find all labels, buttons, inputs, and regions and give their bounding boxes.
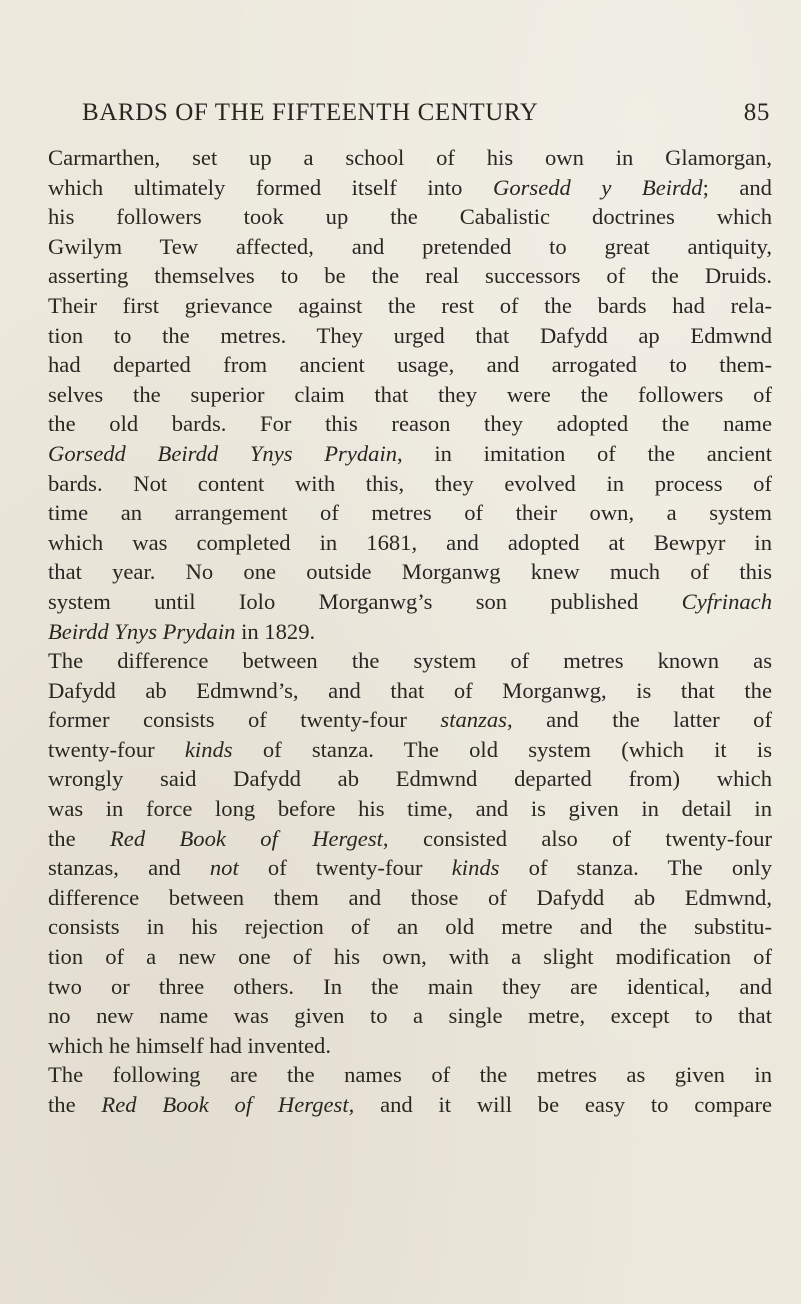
text-span: of twenty-four	[238, 855, 452, 881]
text-span: Gwilym Tew affected, and pretended to great antiquity,	[48, 233, 772, 259]
text-line	[48, 853, 772, 883]
italic-title-span: Cyfrinach	[681, 588, 772, 614]
text-span: consists in his rejection of an old metre and the substitu-	[48, 914, 772, 940]
text-span: system until Iolo Morganwg’s son published	[48, 588, 682, 614]
text-span: of stanza. The only	[499, 855, 772, 881]
text-line	[48, 321, 772, 351]
text-span: , and it will be easy to compare	[348, 1092, 772, 1117]
text-line	[48, 646, 772, 676]
text-span: The following are the names of the metres as given in	[48, 1062, 772, 1088]
text-span: , consisted also of twenty-four	[382, 825, 773, 851]
text-line	[48, 1031, 772, 1061]
text-line	[48, 587, 772, 617]
italic-title-span: not	[209, 855, 239, 881]
text-line	[48, 380, 772, 410]
italic-title-span: kinds	[184, 736, 233, 762]
text-line	[48, 439, 772, 469]
italic-title-span: Red Book of Hergest	[109, 825, 383, 851]
text-span: time an arrangement of metres of their own, a system	[48, 500, 772, 526]
text-line	[48, 912, 772, 942]
text-span: tion to the metres. They urged that Dafydd ap Edmwnd	[48, 322, 772, 348]
text-line	[48, 261, 772, 291]
text-span: the old bards. For this reason they adopted the name	[48, 411, 772, 437]
text-span: the	[48, 825, 110, 851]
text-line	[48, 498, 772, 528]
text-span: his followers took up the Cabalistic doctrines which	[48, 204, 772, 230]
page-number: 85	[743, 99, 770, 126]
italic-title-span: Gorsedd Beirdd Ynys Prydain	[48, 440, 398, 466]
text-span: Carmarthen, set up a school of his own in Glamorgan,	[48, 145, 772, 170]
text-line	[48, 409, 772, 439]
text-span: bards. Not content with this, they evolved in process of	[48, 470, 772, 496]
text-span: had departed from ancient usage, and arrogated to them-	[48, 352, 772, 378]
italic-title-span: kinds	[451, 855, 500, 881]
text-line	[48, 557, 772, 587]
text-span: which ultimately formed itself into	[48, 174, 494, 200]
text-span: The difference between the system of metres known as	[48, 648, 772, 674]
text-line	[48, 676, 772, 706]
text-span: in 1829.	[235, 618, 316, 644]
text-span: of stanza. The old system (which it is	[232, 736, 772, 762]
text-span: former consists of twenty-four	[48, 707, 441, 733]
text-line	[48, 350, 772, 380]
text-line	[48, 528, 772, 558]
text-line	[48, 735, 772, 765]
text-line	[48, 824, 772, 854]
running-title: BARDS OF THE FIFTEENTH CENTURY	[82, 99, 539, 126]
text-line	[48, 972, 772, 1002]
text-line	[48, 764, 772, 794]
text-span: stanzas, and	[48, 855, 210, 881]
text-span: no new name was given to a single metre, except to that	[48, 1003, 772, 1029]
running-head	[82, 93, 770, 133]
body-text	[48, 143, 772, 1120]
text-line	[48, 705, 772, 735]
text-line	[48, 232, 772, 262]
text-line	[48, 173, 772, 203]
text-span: Their first grievance against the rest of the bards had rela-	[48, 292, 772, 318]
text-line	[48, 883, 772, 913]
text-line	[48, 469, 772, 499]
text-span: ; and	[702, 174, 772, 200]
text-span: selves the superior claim that they were the followers of	[48, 381, 772, 407]
italic-title-span: Red Book of Hergest	[101, 1092, 349, 1117]
text-line	[48, 143, 772, 173]
text-span: was in force long before his time, and is given in detail in	[48, 796, 772, 822]
text-line	[48, 1001, 772, 1031]
text-line	[48, 1090, 772, 1120]
text-span: which was completed in 1681, and adopted at Bewpyr in	[48, 529, 772, 555]
text-span: , and the latter of	[506, 707, 772, 733]
text-span: that year. No one outside Morganwg knew much of this	[48, 559, 772, 585]
text-span: asserting themselves to be the real successors of the Druids.	[48, 263, 772, 289]
text-span: which he himself had invented.	[48, 1032, 331, 1058]
italic-title-span: Gorsedd y Beirdd	[493, 174, 703, 200]
text-span: the	[48, 1092, 102, 1117]
text-span: two or three others. In the main they are identical, and	[48, 973, 772, 999]
text-span: , in imitation of the ancient	[397, 440, 772, 466]
text-line	[48, 794, 772, 824]
text-line	[48, 291, 772, 321]
text-span: wrongly said Dafydd ab Edmwnd departed from) which	[48, 766, 772, 792]
text-line	[48, 202, 772, 232]
text-line	[48, 617, 772, 647]
text-line	[48, 942, 772, 972]
text-span: tion of a new one of his own, with a slight modification of	[48, 944, 772, 970]
text-span: twenty-four	[48, 736, 185, 762]
italic-title-span: stanzas	[440, 707, 507, 733]
text-span: difference between them and those of Dafydd ab Edmwnd,	[48, 884, 772, 910]
italic-title-span: Beirdd Ynys Prydain	[48, 618, 236, 644]
text-span: Dafydd ab Edmwnd’s, and that of Morganwg, is that the	[48, 677, 772, 703]
text-line	[48, 1060, 772, 1090]
